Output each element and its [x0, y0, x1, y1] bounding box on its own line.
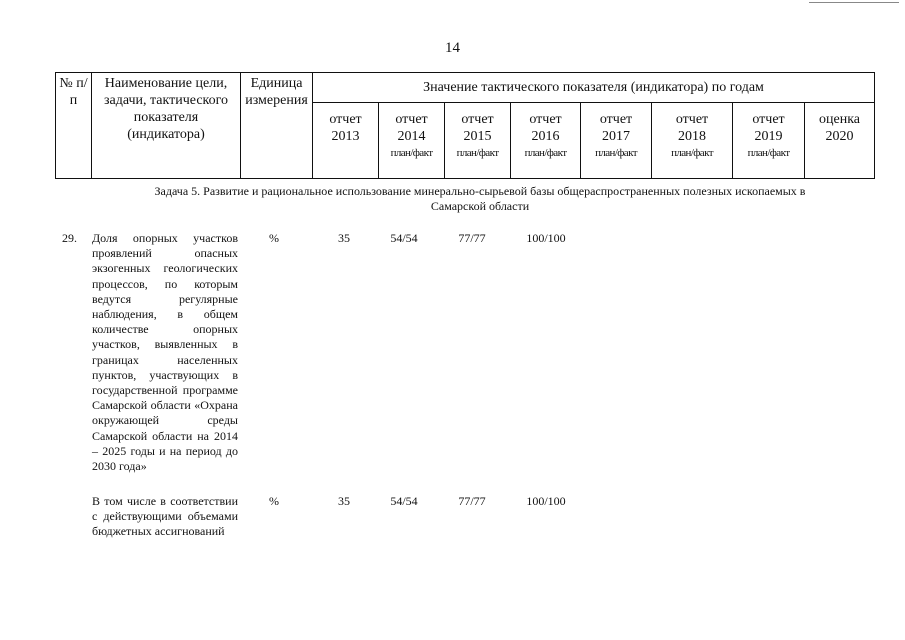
year-kind: отчет	[461, 112, 494, 127]
unit-value: %	[269, 494, 279, 508]
value-2013: 35	[338, 231, 350, 245]
header-name-cell	[92, 73, 241, 179]
header-unit-cell	[241, 73, 313, 179]
year-kind: отчет	[675, 112, 709, 127]
year-kind: отчет	[599, 112, 633, 127]
page-number: 14	[445, 40, 460, 56]
year-kind: оценка	[819, 112, 861, 127]
scan-edge-mark	[809, 2, 899, 3]
indicator-name: Доля опорных участков проявлений опасных экзогенных геологических процессов, по которым ведутся регулярные наблюдения, в общем количестве опорных участков, выявленных в границах населенных пунктов, участвующих в государственной программе Самарской области «Охрана окружающей среды Самарской области на 2014 – 2025 годы и на период до 2030 года»	[92, 231, 238, 474]
value-2016: 100/100	[526, 231, 566, 245]
row-number: 29.	[62, 231, 77, 245]
year-value: 2018	[678, 129, 706, 144]
value-2014: 54/54	[390, 494, 418, 508]
year-value: 2017	[602, 129, 630, 144]
header-name-label: Наименование цели, задачи, тактического показателя (индикатора)	[103, 76, 229, 142]
year-col-2013	[313, 103, 379, 179]
year-value: 2020	[825, 129, 854, 144]
year-sub: план/факт	[671, 147, 713, 159]
year-col-2017	[581, 103, 652, 179]
header-values-label: Значение тактического показателя (индикатора) по годам	[423, 80, 764, 95]
year-col-2016	[511, 103, 581, 179]
year-sub: план/факт	[595, 147, 637, 159]
year-kind: отчет	[529, 112, 562, 127]
year-sub: план/факт	[456, 147, 499, 159]
year-col-2014	[379, 103, 445, 179]
year-value: 2013	[331, 129, 360, 144]
indicator-name: В том числе в соответствии с действующими объемами бюджетных ассигнований	[92, 494, 238, 539]
header-num-label: № п/п	[59, 76, 88, 108]
unit-value: %	[269, 231, 279, 245]
task-heading: Задача 5. Развитие и рациональное использование минерально-сырьевой базы общераспространенных полезных ископаемых в Самарской области	[154, 184, 806, 213]
year-kind: отчет	[329, 112, 362, 127]
year-sub: план/факт	[747, 147, 790, 159]
year-col-2020	[805, 103, 875, 179]
year-sub: план/факт	[524, 147, 567, 159]
year-value: 2016	[531, 129, 560, 144]
value-2015: 77/77	[458, 494, 486, 508]
year-value: 2019	[754, 129, 783, 144]
year-col-2015	[445, 103, 511, 179]
year-sub: план/факт	[390, 147, 433, 159]
value-2013: 35	[338, 494, 350, 508]
year-value: 2014	[397, 129, 426, 144]
value-2016: 100/100	[526, 494, 566, 508]
year-kind: отчет	[752, 112, 785, 127]
header-unit-label: Единица измерения	[245, 76, 308, 108]
year-col-2018	[652, 103, 733, 179]
value-2014: 54/54	[390, 231, 418, 245]
indicator-table-header	[55, 72, 875, 179]
header-num-cell	[56, 73, 92, 179]
year-col-2019	[733, 103, 805, 179]
year-value: 2015	[463, 129, 492, 144]
value-2015: 77/77	[458, 231, 486, 245]
header-values-cell	[313, 73, 875, 103]
year-kind: отчет	[395, 112, 428, 127]
